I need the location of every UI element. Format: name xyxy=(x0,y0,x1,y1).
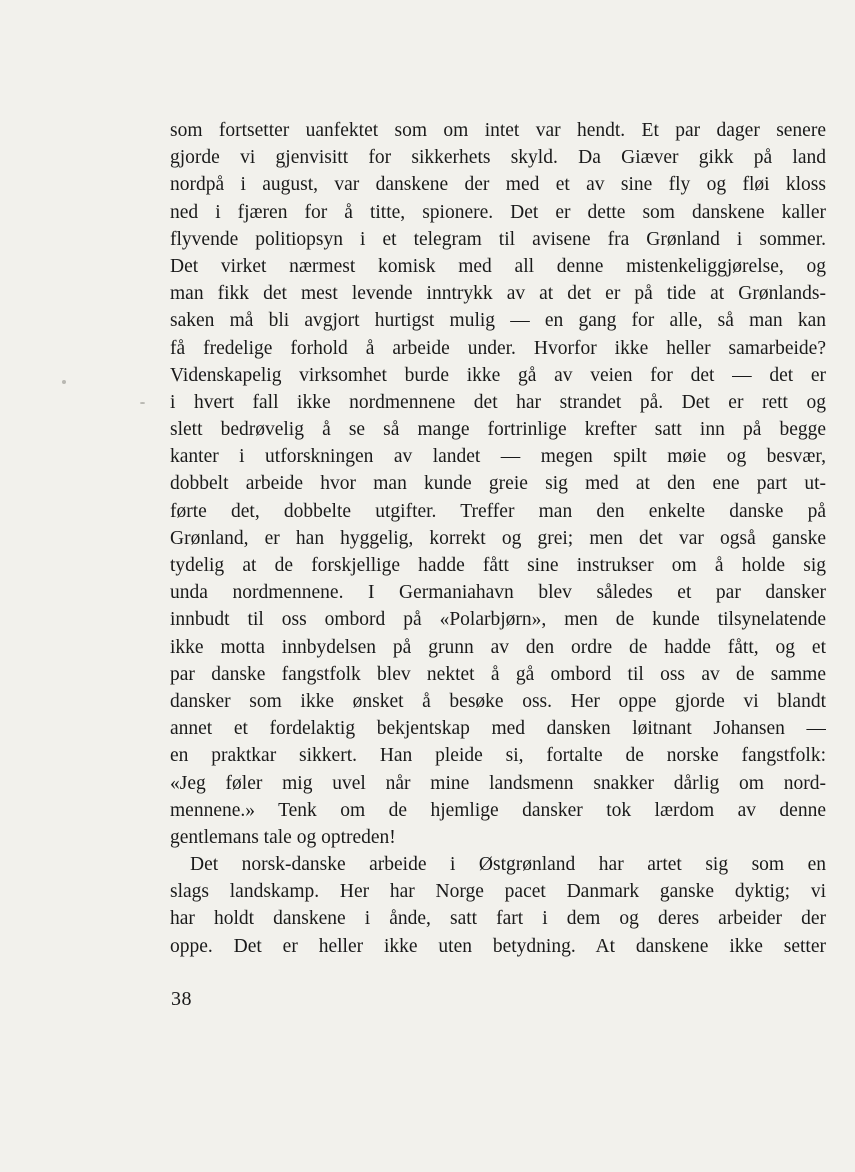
text-line: par danske fangstfolk blev nektet å gå ombord til oss av de samme xyxy=(170,663,826,685)
text-line: dobbelt arbeide hvor man kunde greie sig med at den ene part ut- xyxy=(170,473,826,495)
text-line: «Jeg føler mig uvel når mine landsmenn snakker dårlig om nord- xyxy=(170,772,826,794)
text-line: få fredelige forhold å arbeide under. Hvorfor ikke heller samarbeide? xyxy=(170,337,826,359)
text-line: ned i fjæren for å titte, spionere. Det er dette som danskene kaller xyxy=(170,201,826,223)
text-line: nordpå i august, var danskene der med et av sine fly og fløi kloss xyxy=(170,174,826,196)
text-line: førte det, dobbelte utgifter. Treffer man den enkelte danske på xyxy=(170,500,826,522)
body-text xyxy=(170,117,826,960)
text-line: tydelig at de forskjellige hadde fått sine instrukser om å holde sig xyxy=(170,555,826,576)
text-line: slett bedrøvelig å se så mange fortrinlige krefter satt inn på begge xyxy=(170,419,826,441)
text-line: man fikk det mest levende inntrykk av at det er på tide at Grønlands- xyxy=(170,283,826,305)
paper-speck xyxy=(140,402,145,404)
text-line: innbudt til oss ombord på «Polarbjørn», men de kunde tilsynelatende xyxy=(170,609,826,631)
text-line: saken må bli avgjort hurtigst mulig — en gang for alle, så man kan xyxy=(170,310,826,332)
text-line: mennene.» Tenk om de hjemlige dansker tok lærdom av denne xyxy=(170,799,826,821)
text-line: i hvert fall ikke nordmennene det har strandet på. Det er rett og xyxy=(170,391,826,413)
text-line: Det virket nærmest komisk med all denne mistenkeliggjørelse, og xyxy=(170,255,826,277)
text-line: har holdt danskene i ånde, satt fart i dem og deres arbeider der xyxy=(170,908,826,930)
text-line: Grønland, er han hyggelig, korrekt og grei; men det var også ganske xyxy=(170,527,826,549)
paper-speck xyxy=(62,380,66,384)
text-line: en praktkar sikkert. Han pleide si, fortalte de norske fangstfolk: xyxy=(170,745,826,767)
text-line: ikke motta innbydelsen på grunn av den ordre de hadde fått, og et xyxy=(170,636,826,658)
text-line: unda nordmennene. I Germaniahavn blev således et par dansker xyxy=(170,582,826,604)
text-line: som fortsetter uanfektet som om intet var hendt. Et par dager senere xyxy=(170,120,826,141)
text-line: Det norsk-danske arbeide i Østgrønland har artet sig som en xyxy=(190,854,826,876)
text-line: annet et fordelaktig bekjentskap med dansken løitnant Johansen — xyxy=(170,718,826,740)
text-line: gentlemans tale og optreden! xyxy=(170,826,396,848)
text-line: dansker som ikke ønsket å besøke oss. Her oppe gjorde vi blandt xyxy=(170,690,826,712)
text-line: oppe. Det er heller ikke uten betydning. At danskene ikke setter xyxy=(170,935,826,957)
text-line: slags landskamp. Her har Norge pacet Danmark ganske dyktig; vi xyxy=(170,881,826,903)
text-line: gjorde vi gjenvisitt for sikkerhets skyld. Da Giæver gikk på land xyxy=(170,147,826,169)
page-number: 38 xyxy=(171,988,192,1010)
text-line: Videnskapelig virksomhet burde ikke gå av veien for det — det er xyxy=(170,364,826,386)
text-line: kanter i utforskningen av landet — megen spilt møie og besvær, xyxy=(170,446,826,468)
text-line: flyvende politiopsyn i et telegram til avisene fra Grønland i sommer. xyxy=(170,228,826,250)
